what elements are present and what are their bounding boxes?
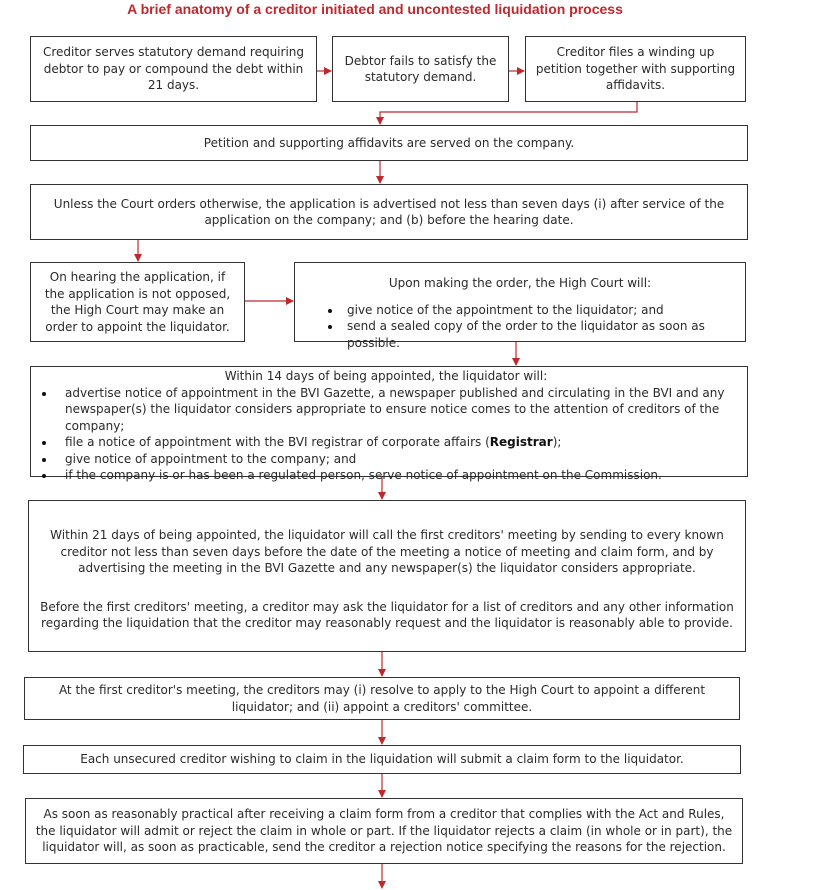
step-within-14-days-intro: Within 14 days of being appointed, the liquidator will: xyxy=(224,369,548,383)
within-14-days-item: advertise notice of appointment in the BVI Gazette, a newspaper published and circulating in the BVI and any newspaper(s) the liquidator considers appropriate to ensure notice comes to the attention of creditors of the company; xyxy=(33,385,739,435)
step-debtor-fails-text: Debtor fails to satisfy the statutory demand. xyxy=(344,53,497,84)
within-14-days-item: if the company is or has been a regulated person, serve notice of appointment on the Commission. xyxy=(33,467,739,484)
step-winding-up-petition-text: Creditor files a winding up petition together with supporting affidavits. xyxy=(535,45,736,93)
within-14-days-item: give notice of appointment to the company; and xyxy=(33,451,739,468)
registrar-term: Registrar xyxy=(489,435,553,449)
step-admit-reject-text: As soon as reasonably practical after receiving a claim form from a creditor that complies with the Act and Rules, the liquidator will admit or reject the claim in whole or part. If the liquidator rejects a claim (in whole or in part), the liquidator will, as soon as practicable, send the creditor a rejection notice specifying the reasons for the rejection. xyxy=(35,807,733,855)
court-order-item: give notice of the appointment to the liquidator; and xyxy=(323,302,737,319)
court-order-item: send a sealed copy of the order to the liquidator as soon as possible. xyxy=(323,318,737,351)
step-claim-form-text: Each unsecured creditor wishing to claim in the liquidation will submit a claim form to the liquidator. xyxy=(80,752,684,767)
diagram-title: A brief anatomy of a creditor initiated and uncontested liquidation process xyxy=(127,1,623,17)
arrow-petition-to-served xyxy=(380,102,637,124)
step-within-21-days-para2: Before the first creditors' meeting, a creditor may ask the liquidator for a list of creditors and any other information regarding the liquidation that the creditor may reasonably request and the liquidator is reasonably able to provide. xyxy=(40,599,734,630)
step-advertised-text: Unless the Court orders otherwise, the application is advertised not less than seven days (i) after service of the application on the company; and (b) before the hearing date. xyxy=(53,196,725,227)
step-court-order-intro: Upon making the order, the High Court will: xyxy=(388,276,652,290)
step-hearing-text: On hearing the application, if the application is not opposed, the High Court may make an order to appoint the liquidator. xyxy=(44,270,231,334)
step-statutory-demand-text: Creditor serves statutory demand requiring debtor to pay or compound the debt within 21 days. xyxy=(43,45,304,93)
step-first-meeting-text: At the first creditor's meeting, the creditors may (i) resolve to apply to the High Court to appoint a different liquidator; and (ii) appoint a creditors' committee. xyxy=(58,683,706,714)
registrar-suffix: ); xyxy=(552,435,562,449)
step-petition-served-text: Petition and supporting affidavits are served on the company. xyxy=(203,135,575,150)
step-within-21-days-para1: Within 21 days of being appointed, the liquidator will call the first creditors' meeting by sending to every known creditor not less than seven days before the date of the meeting a notice of meeting and claim form, and by advertising the meeting in the BVI Gazette and any newspaper(s) the liquidator considers appropriate. xyxy=(50,528,724,575)
within-14-days-item-text: file a notice of appointment with the BVI registrar of corporate affairs ( xyxy=(65,435,490,449)
